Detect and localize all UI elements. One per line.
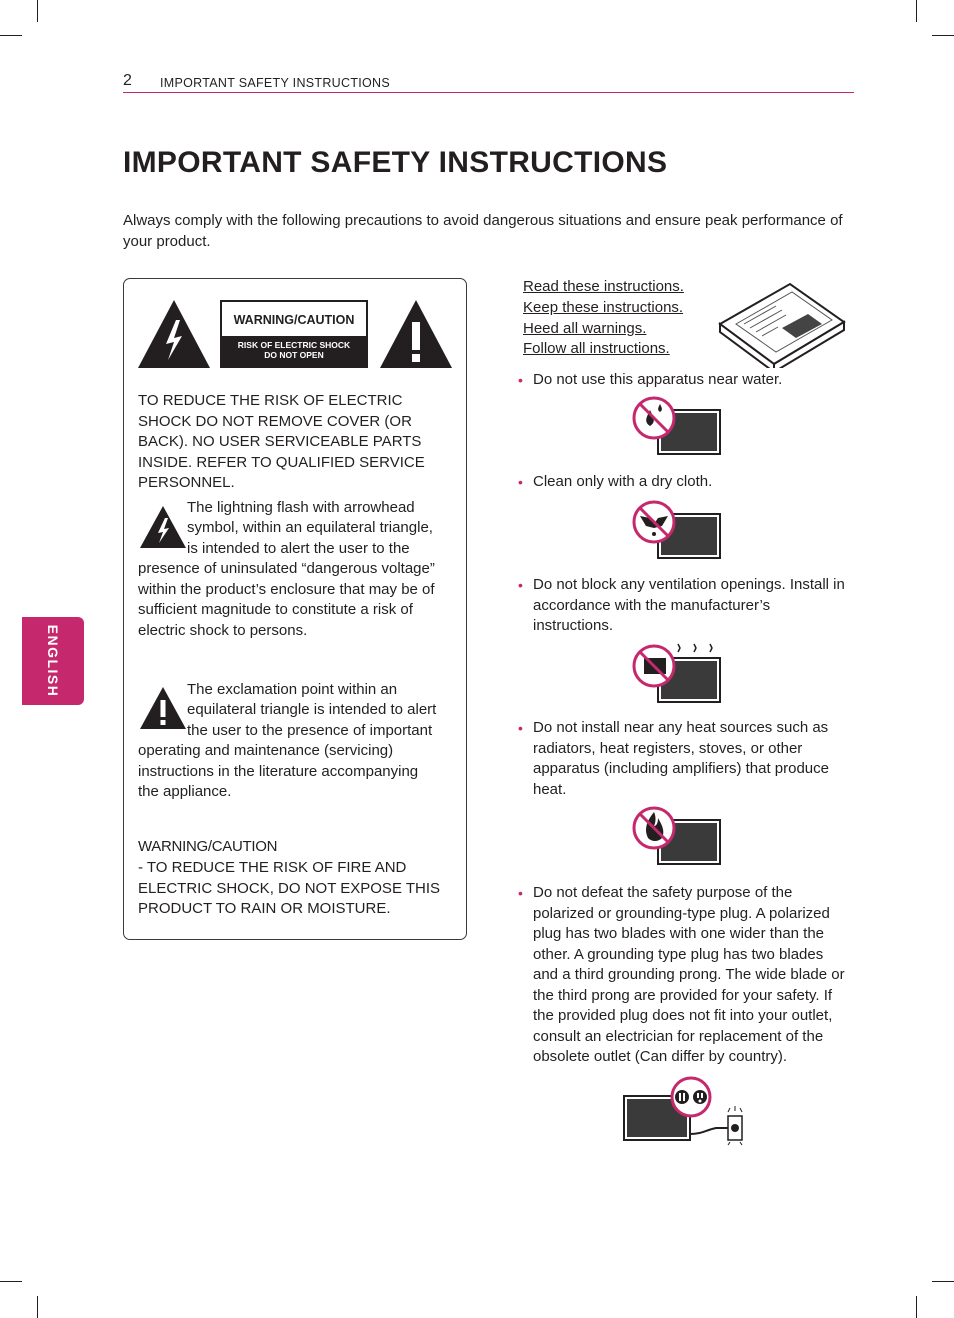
no-heat-source-icon	[632, 806, 724, 868]
safety-bullet	[518, 883, 848, 1068]
crop-mark	[37, 1296, 38, 1318]
no-block-ventilation-icon	[632, 640, 724, 706]
intro-text: Always comply with the following precautions to avoid dangerous situations and ensure peak performance of your product.	[123, 212, 843, 250]
warning-label-line: DO NOT OPEN	[264, 350, 324, 360]
caution-heading: WARNING/CAUTION	[138, 838, 278, 855]
instruction-item: Follow all instructions.	[523, 340, 670, 357]
safety-bullet-text: Do not use this apparatus near water.	[533, 371, 783, 388]
safety-bullet-text: Do not install near any heat sources such as radiators, heat registers, stoves, or other apparatus (including amplifiers) that produce heat.	[533, 719, 829, 798]
safety-bullet-text: Do not defeat the safety purpose of the polarized or grounding-type plug. A polarized plug has two blades with one wider than the other. A grounding type plug has two blades and a third grounding prong. The wide blade or the third prong are provided for your safety. If the provided plug does not fit into your outlet, consult an electrician for replacement of the obsolete outlet (Can differ by country).	[533, 884, 845, 1065]
instruction-item: Read these instructions.	[523, 278, 684, 295]
no-wet-cloth-icon	[632, 500, 724, 562]
bullet-dot: •	[518, 372, 523, 388]
lightning-text-4: presence of uninsulated “dangerous voltage” within the product’s enclosure that may be of sufficient magnitude to constitute a risk of electric shock to persons.	[138, 560, 435, 639]
no-water-icon	[632, 396, 724, 458]
crop-mark	[916, 1296, 917, 1318]
crop-mark	[916, 0, 917, 22]
bullet-dot: •	[518, 885, 523, 901]
crop-mark	[932, 1281, 954, 1282]
exclamation-text-4: operating and maintenance (servicing) instructions in the literature accompanying the appliance.	[138, 742, 419, 800]
safety-bullet	[518, 575, 848, 637]
safety-bullet	[518, 370, 848, 391]
language-tab-label: ENGLISH	[45, 624, 61, 698]
warning-label	[220, 300, 368, 368]
running-header: IMPORTANT SAFETY INSTRUCTIONS	[160, 76, 391, 90]
warning-label-sub	[220, 340, 368, 360]
caution-text: - TO REDUCE THE RISK OF FIRE AND ELECTRIC SHOCK, DO NOT EXPOSE THIS PRODUCT TO RAIN OR MOISTURE.	[138, 859, 441, 917]
lightning-text-3: is intended to alert the user to the	[187, 540, 410, 557]
safety-bullet	[518, 718, 848, 800]
page-title: IMPORTANT SAFETY INSTRUCTIONS	[123, 146, 668, 179]
safety-bullet-text: Clean only with a dry cloth.	[533, 473, 713, 490]
crop-mark	[0, 1281, 22, 1282]
safety-bullet	[518, 472, 848, 493]
lightning-triangle-icon	[139, 505, 187, 549]
lightning-triangle-icon	[136, 298, 212, 370]
polarized-plug-icon	[620, 1076, 746, 1146]
instruction-item: Keep these instructions.	[523, 299, 684, 316]
lightning-text-1: The lightning flash with arrowhead	[187, 499, 415, 516]
bullet-dot: •	[518, 720, 523, 736]
manual-book-icon	[716, 280, 848, 368]
bullet-dot: •	[518, 577, 523, 593]
warning-label-title: WARNING/CAUTION	[222, 302, 366, 336]
exclamation-triangle-icon	[378, 298, 454, 370]
instruction-item: Heed all warnings.	[523, 320, 647, 337]
bullet-dot: •	[518, 474, 523, 490]
language-tab	[22, 617, 84, 705]
safety-bullet-text: Do not block any ventilation openings. Install in accordance with the manufacturer’s instructions.	[533, 576, 845, 634]
crop-mark	[0, 35, 22, 36]
crop-mark	[932, 35, 954, 36]
header-rule	[123, 92, 854, 93]
exclamation-triangle-icon	[139, 686, 187, 730]
lightning-text-2: symbol, within an equilateral triangle,	[187, 519, 433, 536]
page-number: 2	[123, 72, 132, 89]
exclamation-text-3: the user to the presence of important	[187, 722, 433, 739]
warning-label-line: RISK OF ELECTRIC SHOCK	[237, 340, 351, 350]
crop-mark	[37, 0, 38, 22]
reduce-risk-text: TO REDUCE THE RISK OF ELECTRIC SHOCK DO NOT REMOVE COVER (OR BACK). NO USER SERVICEABLE PARTS INSIDE. REFER TO QUALIFIED SERVICE PERSONNEL.	[138, 392, 425, 491]
exclamation-text-2: equilateral triangle is intended to alert	[187, 701, 437, 718]
exclamation-text-1: The exclamation point within an	[187, 681, 398, 698]
